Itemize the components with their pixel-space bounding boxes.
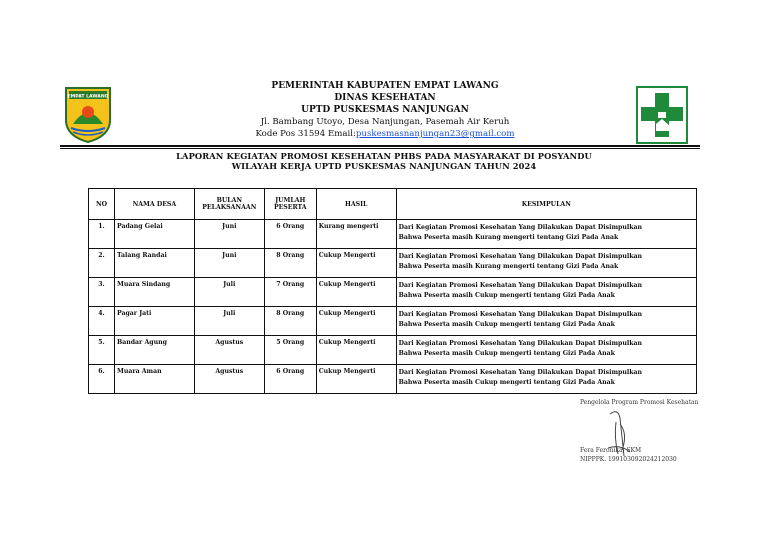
cell-hasil: Cukup Mengerti [316,365,396,394]
table-row [89,220,697,249]
puskesmas-logo [636,86,688,144]
cell-bulan: Juli [194,307,264,336]
cell-kesimpulan [396,278,696,307]
kesimpulan-line: Dari Kegiatan Promosi Kesehatan Yang Dilakukan Dapat Disimpulkan [398,282,643,289]
cell-kesimpulan [396,249,696,278]
address: Jl. Bambang Utoyo, Desa Nanjungan, Pasemah Air Keruh [260,117,510,127]
kesimpulan-line: Bahwa Peserta masih Cukup mengerti tentang Gizi Pada Anak [398,379,615,386]
title-line-2: WILAYAH KERJA UPTD PUSKESMAS NANJUNGAN TAHUN 2024 [231,161,537,171]
report-title [100,151,668,171]
cell-no: 1. [89,220,115,249]
kesimpulan-line: Bahwa Peserta masih Cukup mengerti tentang Gizi Pada Anak [398,321,615,328]
col-no: NO [89,189,115,220]
table-header-row [89,189,697,220]
kesimpulan-line: Bahwa Peserta masih Cukup mengerti tentang Gizi Pada Anak [398,350,615,357]
cell-kesimpulan [396,307,696,336]
cell-desa: Muara Sindang [114,278,194,307]
cell-desa: Pagar Jati [114,307,194,336]
signature-block [572,396,712,476]
cell-peserta: 6 Orang [264,365,316,394]
kesimpulan-line: Dari Kegiatan Promosi Kesehatan Yang Dilakukan Dapat Disimpulkan [398,311,643,318]
col-kesimpulan: KESIMPULAN [396,189,696,220]
unit-name: UPTD PUSKESMAS NANJUNGAN [301,105,469,115]
cell-hasil: Cukup Mengerti [316,307,396,336]
col-nama-desa: NAMA DESA [114,189,194,220]
signer-role: Pengelola Program Promosi Kesehatan [580,399,699,406]
cell-no: 3. [89,278,115,307]
col-jumlah: JUMLAH PESERTA [264,189,316,220]
kesimpulan-line: Bahwa Peserta masih Cukup mengerti tentang Gizi Pada Anak [398,292,615,299]
cell-desa: Padang Gelai [114,220,194,249]
table-row [89,365,697,394]
cell-bulan: Juni [194,249,264,278]
logo-text: EMPAT LAWANG [67,94,109,100]
gov-name: PEMERINTAH KABUPATEN EMPAT LAWANG [271,81,499,91]
cell-no: 5. [89,336,115,365]
cell-peserta: 5 Orang [264,336,316,365]
signer-name: Fera Feronika, SKM [580,447,642,454]
cell-hasil: Cukup Mengerti [316,278,396,307]
cell-kesimpulan [396,336,696,365]
contact-line [180,128,590,140]
agency-name: DINAS KESEHATAN [334,93,436,103]
cell-no: 4. [89,307,115,336]
signer-nip: NIPPPK. 199103092024212030 [580,456,677,463]
col-hasil: HASIL [316,189,396,220]
kesimpulan-line: Bahwa Peserta masih Kurang mengerti tentang Gizi Pada Anak [398,234,619,241]
kesimpulan-line: Dari Kegiatan Promosi Kesehatan Yang Dilakukan Dapat Disimpulkan [398,340,643,347]
cell-bulan: Juli [194,278,264,307]
cell-no: 2. [89,249,115,278]
cell-bulan: Agustus [194,336,264,365]
title-line-1: LAPORAN KEGIATAN PROMOSI KESEHATAN PHBS PADA MASYARAKAT DI POSYANDU [176,151,592,161]
letterhead [180,80,590,140]
header-rule [60,145,700,147]
cell-desa: Talang Randai [114,249,194,278]
cell-hasil: Cukup Mengerti [316,336,396,365]
cell-no: 6. [89,365,115,394]
cell-peserta: 6 Orang [264,220,316,249]
col-bulan: BULAN PELAKSANAAN [194,189,264,220]
table-row [89,336,697,365]
table-row [89,307,697,336]
cell-desa: Muara Aman [114,365,194,394]
kesimpulan-line: Dari Kegiatan Promosi Kesehatan Yang Dilakukan Dapat Disimpulkan [398,224,643,231]
cell-hasil: Kurang mengerti [316,220,396,249]
cell-hasil: Cukup Mengerti [316,249,396,278]
cell-bulan: Agustus [194,365,264,394]
kesimpulan-line: Dari Kegiatan Promosi Kesehatan Yang Dilakukan Dapat Disimpulkan [398,253,643,260]
cell-kesimpulan [396,220,696,249]
cell-peserta: 7 Orang [264,278,316,307]
regency-logo [63,84,113,144]
kesimpulan-line: Dari Kegiatan Promosi Kesehatan Yang Dilakukan Dapat Disimpulkan [398,369,643,376]
table-row [89,249,697,278]
email-link[interactable]: puskesmasnanjungan23@gmail.com [355,129,515,139]
cell-peserta: 8 Orang [264,249,316,278]
cell-kesimpulan [396,365,696,394]
report-table [88,188,697,394]
header-rule-thin [60,148,700,149]
postal-code: Kode Pos 31594 Email: [255,129,356,139]
cell-desa: Bandar Agung [114,336,194,365]
cell-bulan: Juni [194,220,264,249]
signature-image [590,404,650,464]
table-row [89,278,697,307]
kesimpulan-line: Bahwa Peserta masih Kurang mengerti tentang Gizi Pada Anak [398,263,619,270]
cell-peserta: 8 Orang [264,307,316,336]
